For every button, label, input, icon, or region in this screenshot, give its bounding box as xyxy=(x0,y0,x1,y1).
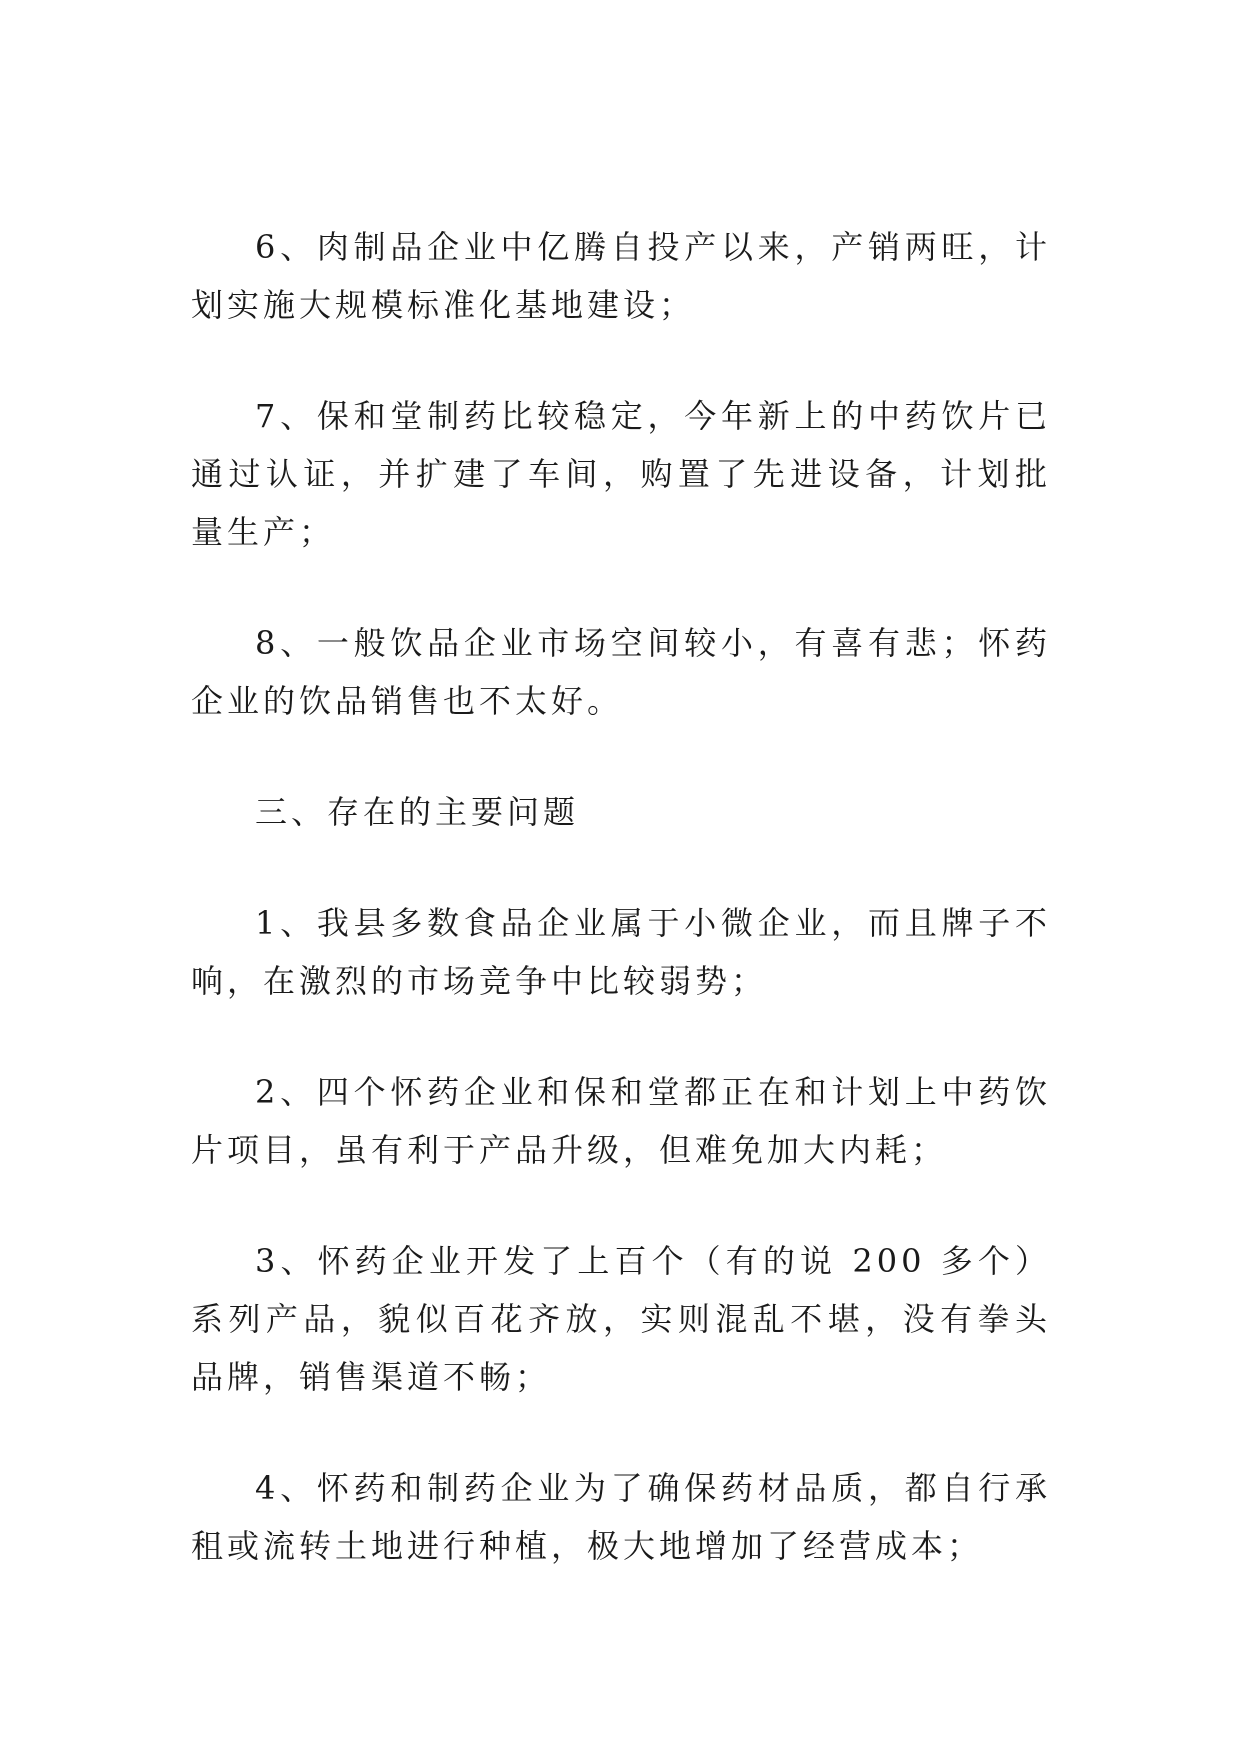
paragraph-problem-3: 3、怀药企业开发了上百个（有的说 200 多个）系列产品，貌似百花齐放，实则混乱不堪，没有拳头品牌，销售渠道不畅； xyxy=(191,1242,1051,1396)
paragraph-problem-4: 4、怀药和制药企业为了确保药材品质，都自行承租或流转土地进行种植，极大地增加了经营成本； xyxy=(191,1469,1051,1565)
paragraph-item-8: 8、一般饮品企业市场空间较小，有喜有悲；怀药企业的饮品销售也不太好。 xyxy=(191,624,1051,720)
section-heading-problems: 三、存在的主要问题 xyxy=(255,793,580,831)
document-body xyxy=(191,218,1051,1628)
paragraph-problem-1: 1、我县多数食品企业属于小微企业，而且牌子不响，在激烈的市场竞争中比较弱势； xyxy=(191,904,1051,1000)
paragraph-problem-2: 2、四个怀药企业和保和堂都正在和计划上中药饮片项目，虽有利于产品升级，但难免加大内耗； xyxy=(191,1073,1051,1169)
paragraph-item-6: 6、肉制品企业中亿腾自投产以来，产销两旺，计划实施大规模标准化基地建设； xyxy=(191,228,1051,324)
paragraph-item-7: 7、保和堂制药比较稳定，今年新上的中药饮片已通过认证，并扩建了车间，购置了先进设备，计划批量生产； xyxy=(191,397,1051,551)
